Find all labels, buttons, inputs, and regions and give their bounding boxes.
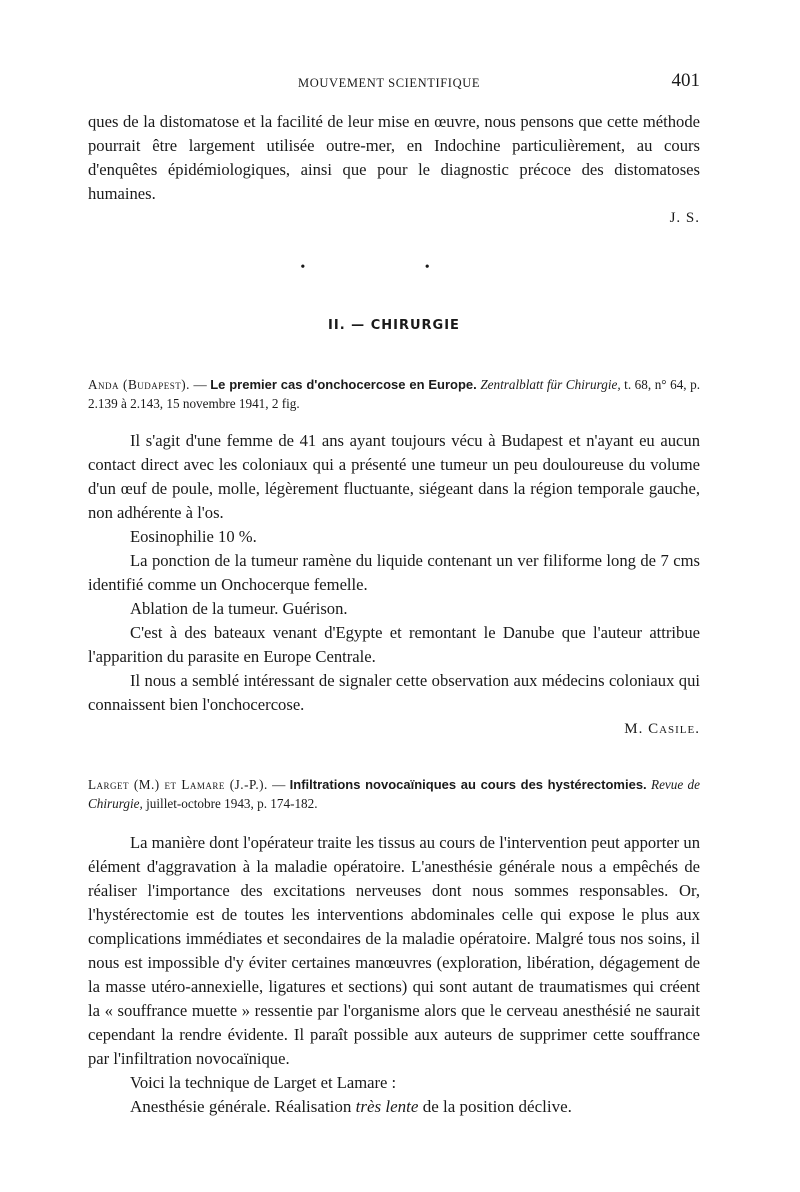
section-title: II. — CHIRURGIE	[328, 318, 460, 333]
article1-signature: M. Casile.	[624, 721, 700, 737]
article1-reference	[88, 375, 700, 413]
separator-dots: • •	[300, 260, 488, 275]
article2-title: Infiltrations novocaïniques au cours des hystérectomies.	[289, 777, 647, 792]
article2-last-line	[88, 1095, 700, 1119]
running-head	[88, 66, 700, 96]
article2-paragraph: La manière dont l'opérateur traite les tissus au cours de l'intervention peut apporter un élément d'aggravation à la maladie opératoire. L'anesthésie générale nous a empêchés de réaliser l'importance des excitations nerveuses dont nous sommes responsables. Or, l'hystérectomie est de toutes les interventions abdominales celle qui expose le plus aux complications immédiates et secondaires de la maladie opératoire. Malgré tous nos soins, il nous est impossible d'y éviter certaines manœuvres (exploration, libération, dégagement de la masse utéro-annexielle, ligatures et sections) qui sont autant de traumatismes qui créent la « souffrance muette » ressentie par l'organisme alors que le cerveau anesthésié ne saurait cependant la rendre évidente. Il paraît possible aux auteurs de supprimer cette souffrance par l'infiltration novocaïnique.	[88, 833, 700, 1068]
article2-body	[88, 831, 700, 1119]
article1-title: Le premier cas d'onchocercose en Europe.	[210, 377, 477, 392]
article2-reference	[88, 775, 700, 813]
article2-last-line-end: de la position déclive.	[418, 1097, 572, 1116]
article1-journal: Zentralblatt für Chirurgie,	[480, 377, 621, 392]
running-head-title: MOUVEMENT SCIENTIFIQUE	[298, 76, 481, 90]
intro-paragraph: ques de la distomatose et la facilité de leur mise en œuvre, nous pensons que cette méthode pourrait être largement utilisée outre-mer, en Indochine particulièrement, au cours d'enquêtes épidémiologiques, ainsi que pour le diagnostic précoce des distomatoses humaines.	[88, 112, 700, 203]
intro-signature: J. S.	[669, 210, 700, 226]
article1-author: Anda (Budapest).	[88, 377, 190, 392]
article2-journal: Revue de Chirurgie,	[88, 777, 701, 811]
article2-last-line-start: Anesthésie générale. Réalisation	[130, 1097, 356, 1116]
article2-dash: —	[267, 777, 290, 792]
article1-body	[88, 429, 700, 717]
article1-paragraph: Il s'agit d'une femme de 41 ans ayant toujours vécu à Budapest et n'ayant eu aucun contact direct avec les coloniaux qui a présenté une tumeur un peu douloureuse du volume d'un œuf de poule, molle, légèrement fluctuante, siégeant dans la région temporale gauche, non adhérente à l'os.	[88, 431, 700, 522]
article2-last-line-emphasis: très lente	[355, 1097, 419, 1116]
article1-paragraph: La ponction de la tumeur ramène du liquide contenant un ver filiforme long de 7 cms identifié comme un Onchocerque femelle.	[88, 551, 700, 594]
article2-author: Larget (M.) et Lamare (J.-P.).	[88, 777, 268, 792]
article1-paragraph: Ablation de la tumeur. Guérison.	[130, 599, 348, 618]
article1-paragraph: Eosinophilie 10 %.	[130, 527, 257, 546]
article2-citation: juillet-octobre 1943, p. 174-182.	[142, 796, 318, 811]
document-page	[88, 66, 700, 1119]
article1-dash: —	[189, 377, 211, 392]
article2-paragraph: Voici la technique de Larget et Lamare :	[130, 1073, 397, 1092]
article1-paragraph: C'est à des bateaux venant d'Egypte et remontant le Danube que l'auteur attribue l'apparition du parasite en Europe Centrale.	[88, 623, 700, 666]
article1-citation: t. 68, n° 64, p. 2.139 à 2.143, 15 novembre 1941, 2 fig.	[88, 377, 701, 411]
page-number: 401	[671, 70, 700, 91]
article1-paragraph: Il nous a semblé intéressant de signaler cette observation aux médecins coloniaux qui connaissent bien l'onchocercose.	[88, 671, 700, 714]
